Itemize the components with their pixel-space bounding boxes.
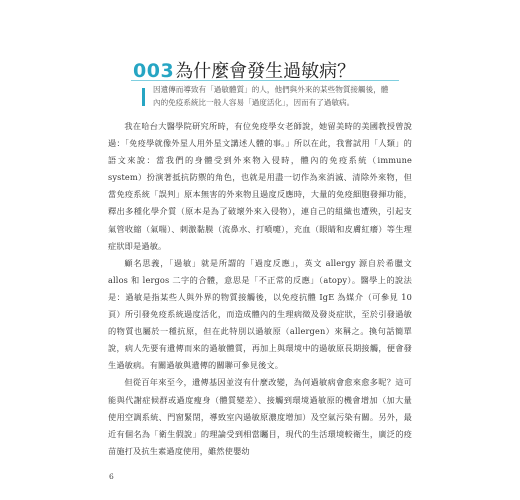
body-paragraph-1: 我在哈台大醫學院研究所時，有位免疫學女老師說，她留美時的美國教授曾說過：「免疫學就像外星人用外星文講述人體的事。」所以在此，我嘗試用「人類」的語文來說：當我們的身體受到外來物入侵時，體內的免疫系統（immune system）扮演著抵抗防禦的角色，也就是用盡一切作為來消滅、清除外來物，但當免疫系統「誤判」原本無害的外來物且過度反應時，大量的免疫細胞發揮功能，釋出多種化學介質（原本是為了破壞外來入侵物），連自己的組織也遭殃，引起支氣管收縮（氣喘）、刺激黏膜（流鼻水、打噴嚏），充血（眼睛和皮膚紅癢）等生理症狀即是過敏。 (108, 121, 412, 251)
page-number: 6 (109, 472, 114, 481)
chapter-number: 003 (133, 60, 175, 82)
body-text (108, 118, 412, 460)
chapter-summary: 因遺傳而導致有「過敏體質」的人，他們與外來的某些物質接觸後，體內的免疫系統比一般人容易「過度活化」，因而有了過敏病。 (153, 85, 389, 107)
summary-accent-bar (142, 88, 145, 106)
chapter-title: 為什麼會發生過敏病？ (175, 61, 356, 82)
title-divider (131, 80, 399, 81)
body-paragraph-3: 但從百年來至今，遺傳基因並沒有什麼改變，為何過敏病會愈來愈多呢？這可能與代謝症候群或過度瘦身（體質變差）、接觸到環境過敏原的機會增加（加大量使用空調系統、門窗緊閉，導致室內過敏原濃度增加）及空氣污染有關。另外，最近有個名為「衛生假說」的理論受到相當矚目，現代的生活環境較衛生，廣泛的疫苗施打及抗生素過度使用，雖然使嬰幼 (108, 377, 412, 456)
body-paragraph-2: 顧名思義，「過敏」就是所謂的「過度反應」，英文 allergy 源自於希臘文 allos 和 lergos 二字的合體，意思是「不正常的反應」（atopy）。醫學上的說法是：過敏是指某些人與外界的物質接觸後，以免疫抗體 IgE 為媒介（可參見 10 頁）所引發免疫系統過度活化，而造成體內的生理病徵及發炎症狀，至於引發過敏的物質也屬於一種抗原，但在此特別以過敏原（allergen）來稱之。換句話簡單說，病人先要有遺傳而來的過敏體質，再加上與環境中的過敏原長期接觸，便會發生過敏病。有關過敏與遺傳的關聯可參見後文。 (108, 257, 412, 371)
